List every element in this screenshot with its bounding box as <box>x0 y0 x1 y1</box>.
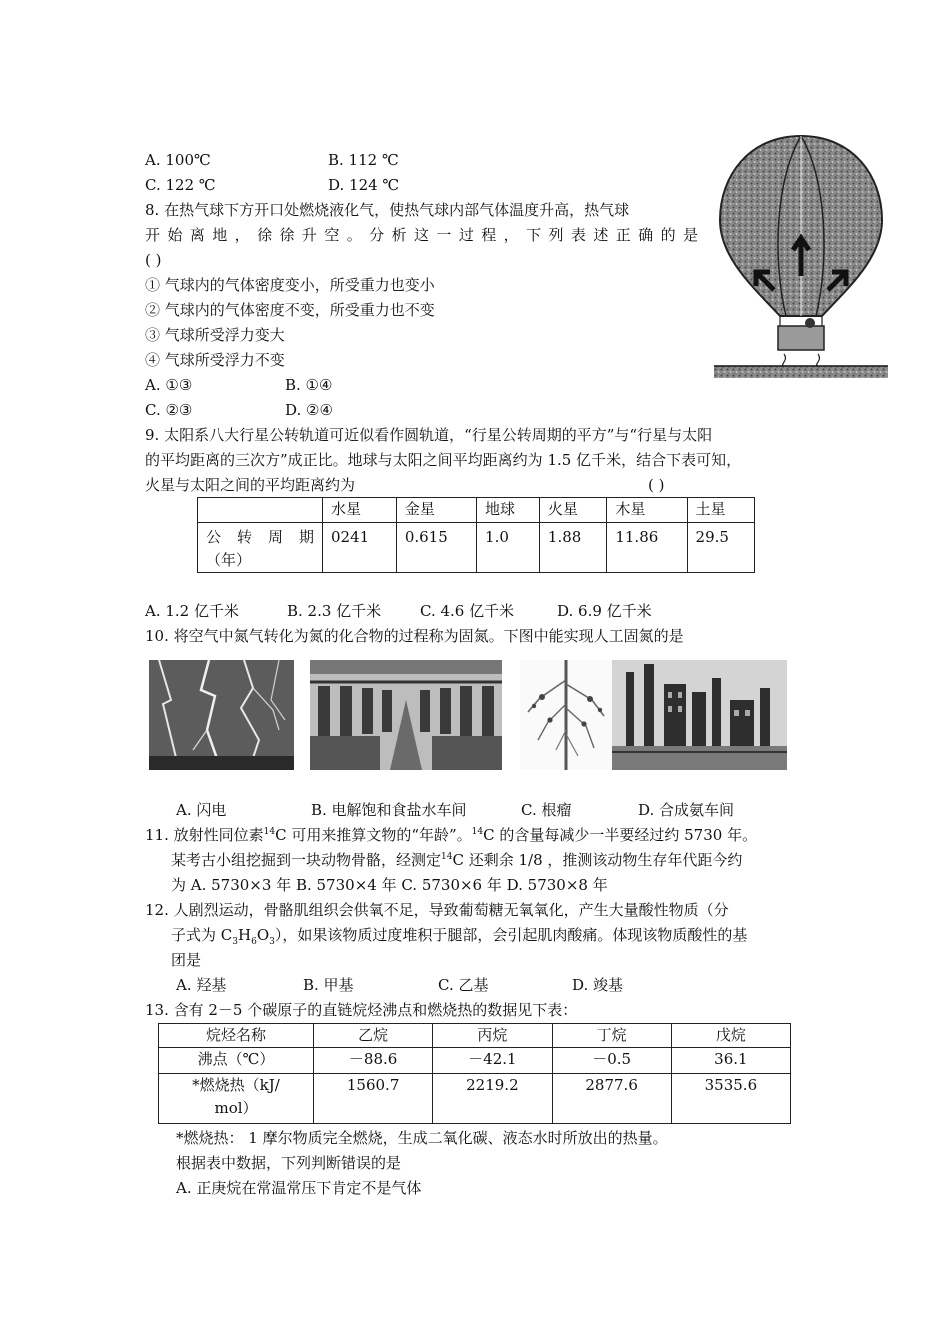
q10-option-b: B. 电解饱和食盐水车间 <box>311 801 467 819</box>
table-cell: 0.615 <box>396 523 476 573</box>
formula-subscript: 3 <box>269 937 275 947</box>
table-header-cell: 火星 <box>539 498 606 523</box>
q12-line1: 12. 人剧烈运动，骨骼肌组织会供氧不足，导致葡萄糖无氧氧化，产生大量酸性物质（分 <box>145 901 729 919</box>
q8-statement-3: ③ 气球所受浮力变大 <box>145 326 285 344</box>
table-row <box>198 523 755 573</box>
q9-stem-line2: 的平均距离的三次方”成正比。地球与太阳之间平均距离约为 1.5 亿千米，结合下表可知， <box>145 451 742 469</box>
q13-footnote: *燃烧热： 1 摩尔物质完全燃烧，生成二氧化碳、液态水时所放出的热量。 <box>176 1129 668 1147</box>
row-label-line: 公 转 周 期 <box>206 528 314 546</box>
q10-option-c: C. 根瘤 <box>521 801 572 819</box>
q8-statement-2: ② 气球内的气体密度不变，所受重力也不变 <box>145 301 435 319</box>
table-header-cell: 乙烷 <box>314 1024 433 1048</box>
table-header-cell: 土星 <box>687 498 754 523</box>
isotope-mass-number: 14 <box>263 827 276 837</box>
table-header-cell: 烷烃名称 <box>159 1024 314 1048</box>
table-header-cell: 丁烷 <box>552 1024 671 1048</box>
isotope-mass-number: 14 <box>471 827 484 837</box>
table-cell: －88.6 <box>314 1048 433 1074</box>
hot-air-balloon-illustration <box>714 128 888 378</box>
q9-stem-line1: 9. 太阳系八大行星公转轨道可近似看作圆轨道，“行星公转周期的平方”与“行星与太阳 <box>145 426 713 444</box>
q10-option-a: A. 闪电 <box>176 801 227 819</box>
q9-option-b: B. 2.3 亿千米 <box>287 602 382 620</box>
q8-statement-1: ① 气球内的气体密度变小，所受重力也变小 <box>145 276 435 294</box>
q8-stem-line1: 8. 在热气球下方开口处燃烧液化气，使热气球内部气体温度升高，热气球 <box>145 201 630 219</box>
table-header-row <box>198 498 755 523</box>
row-label-period <box>198 523 323 573</box>
q7-option-b: B. 112 ℃ <box>328 151 399 169</box>
q12-line2 <box>171 923 747 948</box>
table-cell: 2877.6 <box>552 1074 671 1124</box>
q13-stem: 13. 含有 2－5 个碳原子的直链烷烃沸点和燃烧热的数据见下表： <box>145 1001 578 1019</box>
q8-option-c: C. ②③ <box>145 401 193 419</box>
formula-subscript: 3 <box>232 937 238 947</box>
q9-option-a: A. 1.2 亿千米 <box>145 602 239 620</box>
q12-line3: 团是 <box>171 951 202 969</box>
table-cell: 0241 <box>323 523 397 573</box>
table-header-cell: 木星 <box>607 498 687 523</box>
alkane-data-table <box>158 1023 791 1124</box>
table-header-cell: 地球 <box>477 498 540 523</box>
q11-line1-part: C 可用来推算文物的“年龄”。 <box>275 826 472 844</box>
q9-stem-line3: 火星与太阳之间的平均距离约为 <box>145 476 356 494</box>
table-cell: 1.88 <box>539 523 606 573</box>
table-cell: －42.1 <box>433 1048 552 1074</box>
lightning-photo <box>149 660 294 770</box>
ammonia-plant-photo <box>612 660 787 770</box>
q13-option-a: A. 正庚烷在常温常压下肯定不是气体 <box>176 1179 422 1197</box>
q12-line2-part: ），如果该物质过度堆积于腿部，会引起肌肉酸痛。体现该物质酸性的基 <box>274 926 748 944</box>
q12-option-c: C. 乙基 <box>438 976 489 994</box>
q8-option-a: A. ①③ <box>145 376 193 394</box>
q13-lead: 根据表中数据，下列判断错误的是 <box>176 1154 402 1172</box>
q7-option-d: D. 124 ℃ <box>328 176 400 194</box>
table-cell: 36.1 <box>671 1048 790 1074</box>
q8-stem-line2: 开始离地，徐徐升空。分析这一过程，下列表述正确的是 <box>145 226 698 244</box>
q7-option-a: A. 100℃ <box>145 151 211 169</box>
isotope-mass-number: 14 <box>441 852 453 862</box>
table-header-cell <box>198 498 323 523</box>
q8-option-b: B. ①④ <box>285 376 333 394</box>
q11-line2-part: 某考古小组挖掘到一块动物骨骼，经测定 <box>171 851 442 869</box>
q8-answer-paren: ( ) <box>145 251 162 269</box>
table-cell: 1560.7 <box>314 1074 433 1124</box>
q12-option-b: B. 甲基 <box>303 976 354 994</box>
q10-stem: 10. 将空气中氮气转化为氮的化合物的过程称为固氮。下图中能实现人工固氮的是 <box>145 627 684 645</box>
table-header-cell: 丙烷 <box>433 1024 552 1048</box>
q7-option-c: C. 122 ℃ <box>145 176 216 194</box>
table-row <box>159 1048 791 1074</box>
q9-option-d: D. 6.9 亿千米 <box>557 602 652 620</box>
q11-line1-part: 11. 放射性同位素 <box>145 826 264 844</box>
table-cell: 2219.2 <box>433 1074 552 1124</box>
row-label-boiling-point: 沸点（℃） <box>159 1048 314 1074</box>
table-header-cell: 水星 <box>323 498 397 523</box>
formula-element: O <box>256 926 270 944</box>
q11-line2-part: C 还剩余 1/8 ，推测该动物生存年代距今约 <box>452 851 743 869</box>
table-cell: 3535.6 <box>671 1074 790 1124</box>
row-label-combustion-heat <box>159 1074 314 1124</box>
q12-line2-part: 子式为 C <box>171 926 233 944</box>
q11-line2 <box>171 848 742 873</box>
q11-line3-options: 为 A. 5730×3 年 B. 5730×4 年 C. 5730×6 年 D. 5730×8 年 <box>171 876 608 894</box>
q11-line1 <box>145 823 757 848</box>
root-nodule-photo <box>520 660 612 770</box>
table-row <box>159 1074 791 1124</box>
row-label-line: *燃烧热（kJ/ <box>192 1076 280 1094</box>
table-header-cell: 戊烷 <box>671 1024 790 1048</box>
table-cell: 1.0 <box>477 523 540 573</box>
q9-option-c: C. 4.6 亿千米 <box>420 602 515 620</box>
q10-option-d: D. 合成氨车间 <box>638 801 735 819</box>
row-label-line: （年） <box>206 551 252 569</box>
table-cell: 11.86 <box>607 523 687 573</box>
q8-statement-4: ④ 气球所受浮力不变 <box>145 351 285 369</box>
planet-period-table <box>197 497 755 573</box>
table-header-row <box>159 1024 791 1048</box>
table-cell: 29.5 <box>687 523 754 573</box>
table-cell: －0.5 <box>552 1048 671 1074</box>
table-header-cell: 金星 <box>396 498 476 523</box>
formula-subscript: 6 <box>251 937 257 947</box>
q8-option-d: D. ②④ <box>285 401 333 419</box>
formula-element: H <box>237 926 252 944</box>
row-label-line: mol） <box>214 1099 258 1117</box>
q12-option-a: A. 羟基 <box>176 976 227 994</box>
q9-answer-paren: ( ) <box>648 476 665 494</box>
electrolysis-workshop-photo <box>310 660 502 770</box>
q11-line1-part: C 的含量每减少一半要经过约 5730 年。 <box>483 826 758 844</box>
q12-option-d: D. 竣基 <box>572 976 624 994</box>
